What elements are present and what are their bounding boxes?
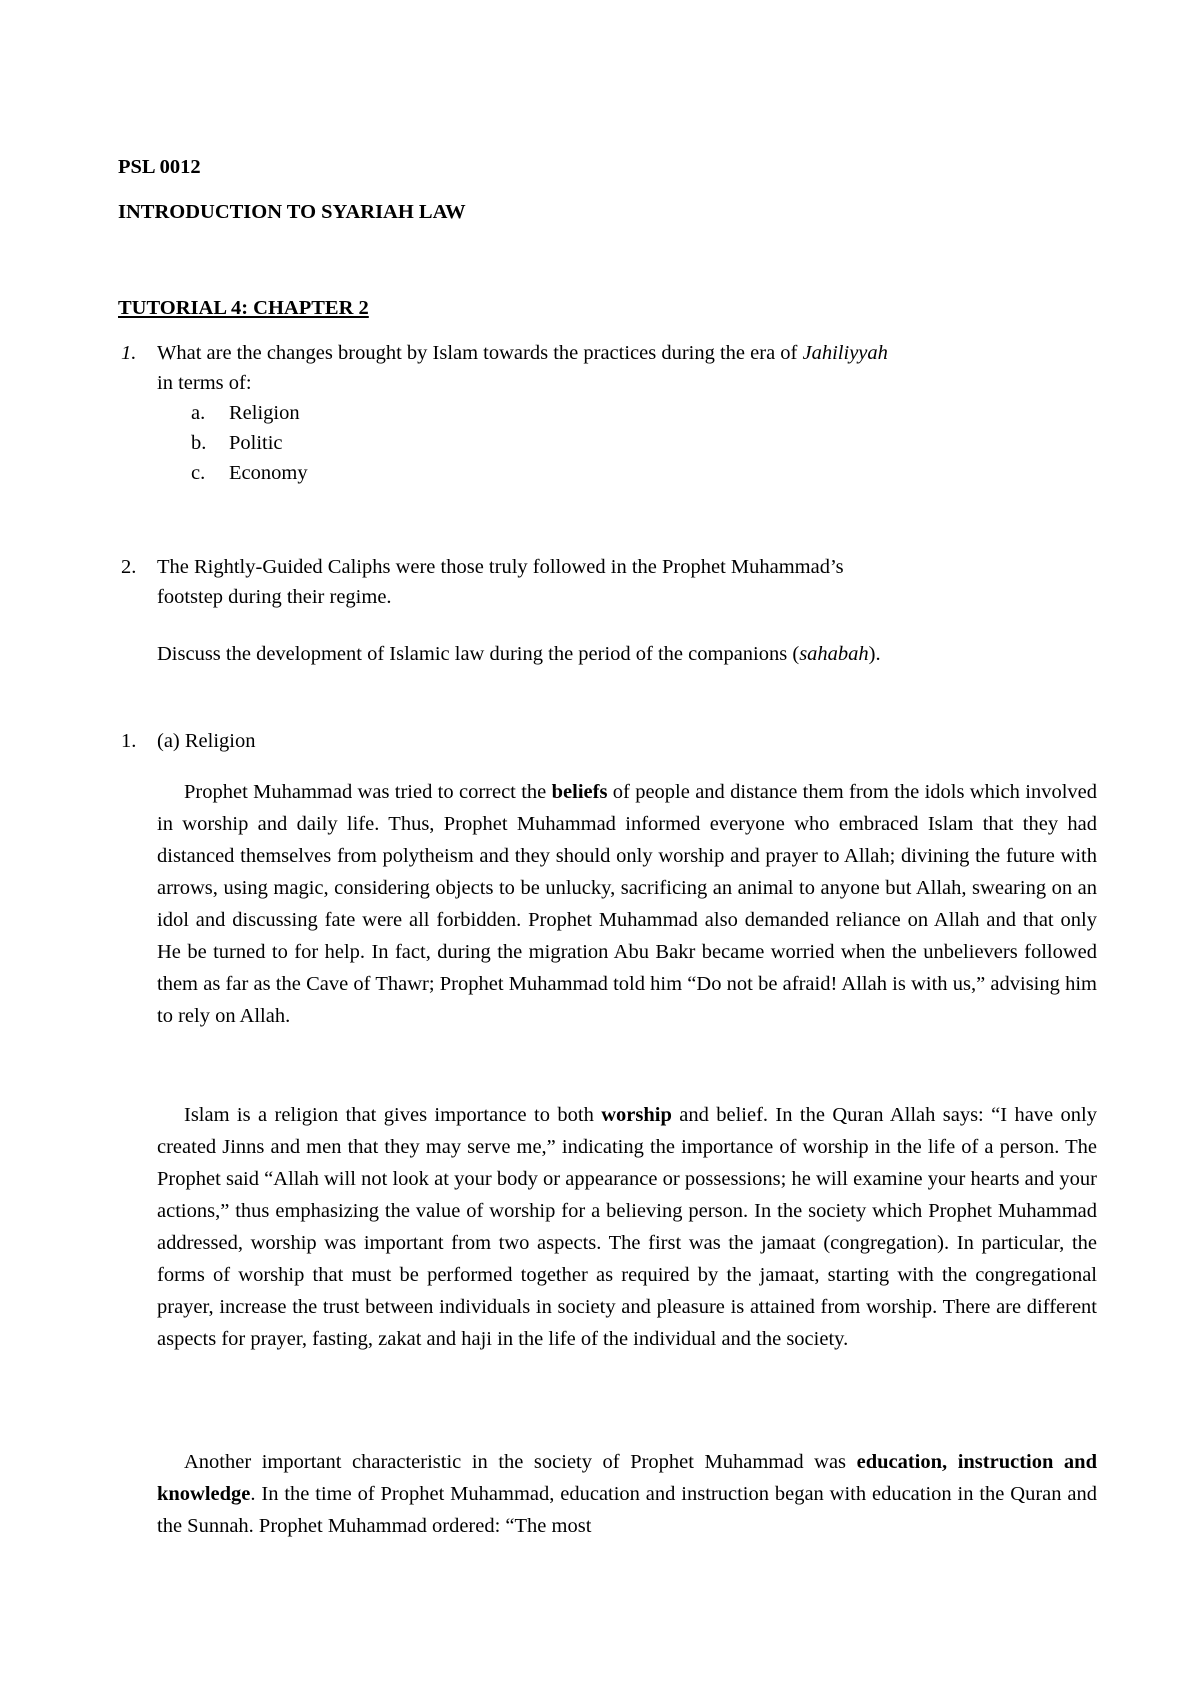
answer-paragraph-beliefs: Prophet Muhammad was tried to correct the beliefs of people and distance them from the idols which involved in worship and daily life. Thus, Prophet Muhammad informed everyone who embraced Islam that they had distanced themselves from polytheism and they should only worship and prayer to Allah; divining the future with arrows, using magic, considering objects to be unlucky, sacrificing an animal to anyone but Allah, swearing on an idol and discussing fate were all forbidden. Prophet Muhammad also demanded reliance on Allah and that only He be turned to for help. In fact, during the migration Abu Bakr became worried when the unbelievers followed them as far as the Cave of Thawr; Prophet Muhammad told him “Do not be afraid! Allah is with us,” advising him to rely on Allah. bbox=[157, 781, 1097, 1027]
list-item-label: Politic bbox=[229, 432, 283, 454]
answer-paragraph-worship: Islam is a religion that gives importance to both worship and belief. In the Quran Allah says: “I have only created Jinns and men that they may serve me,” indicating the importance of worship in the life of a person. The Prophet said “Allah will not look at your body or appearance or possessions; he will examine your hearts and your actions,” thus emphasizing the value of worship for a believing person. In the society which Prophet Muhammad addressed, worship was important from two aspects. The first was the jamaat (congregation). In particular, the forms of worship that must be performed together as required by the jamaat, starting with the congregational prayer, increase the trust between individuals in society and pleasure is attained from worship. There are different aspects for prayer, fasting, zakat and haji in the life of the individual and the society. bbox=[157, 1104, 1097, 1350]
question-1-text-line2: in terms of: bbox=[157, 372, 252, 394]
list-item-marker: b. bbox=[191, 432, 207, 454]
list-item-label: Religion bbox=[229, 402, 300, 424]
question-1-number: 1. bbox=[121, 342, 137, 364]
list-item-marker: a. bbox=[191, 402, 206, 424]
answer-paragraph-education: Another important characteristic in the society of Prophet Muhammad was education, instruction and knowledge. In the time of Prophet Muhammad, education and instruction began with education in the Quran and the Sunnah. Prophet Muhammad ordered: “The most bbox=[157, 1451, 1097, 1537]
course-title: INTRODUCTION TO SYARIAH LAW bbox=[118, 201, 466, 223]
list-item-marker: c. bbox=[191, 462, 206, 484]
question-2-line2: footstep during their regime. bbox=[157, 586, 392, 608]
answer-heading: (a) Religion bbox=[157, 730, 256, 752]
question-2-discuss: Discuss the development of Islamic law during the period of the companions (sahabah). bbox=[157, 643, 881, 665]
tutorial-title: TUTORIAL 4: CHAPTER 2 bbox=[118, 297, 369, 319]
list-item-label: Economy bbox=[229, 462, 308, 484]
answer-number: 1. bbox=[121, 730, 137, 752]
question-2-number: 2. bbox=[121, 556, 137, 578]
course-code: PSL 0012 bbox=[118, 156, 201, 178]
question-2-line1: The Rightly-Guided Caliphs were those truly followed in the Prophet Muhammad’s bbox=[157, 556, 844, 578]
question-1-text: What are the changes brought by Islam towards the practices during the era of Jahiliyyah bbox=[157, 342, 888, 364]
